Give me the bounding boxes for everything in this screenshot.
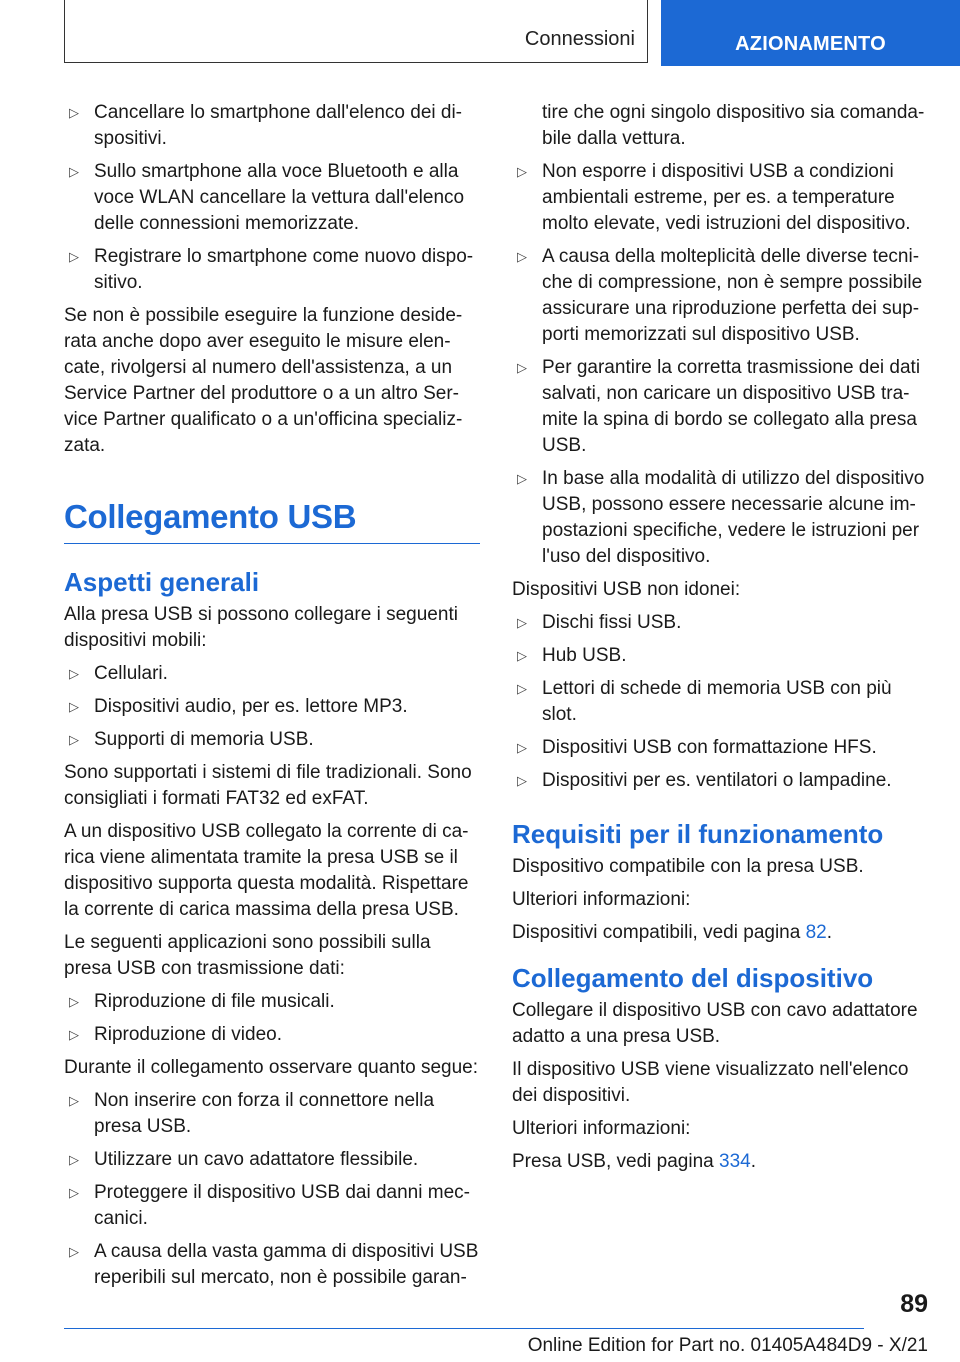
triangle-bullet-icon: ▷ (69, 1185, 79, 1200)
list-item: ▷ Non esporre i dispositivi USB a condizioni ambientali estreme, per es. a temperature molto elevate, vedi istruzioni del dispositivo. (517, 161, 911, 234)
paragraph: Il dispositivo USB viene visualizzato nell'elenco dei dispositivi. (512, 1059, 909, 1106)
triangle-bullet-icon: ▷ (69, 164, 79, 179)
list-item: ▷ Registrare lo smartphone come nuovo dispo-sitivo. (69, 246, 474, 293)
list-item: ▷ Utilizzare un cavo adattatore flessibile. (64, 1147, 480, 1173)
paragraph: Dispositivo compatibile con la presa USB. (512, 856, 864, 877)
list-item-continuation: tire che ogni singolo dispositivo sia comanda-bile dalla vettura. (542, 102, 925, 149)
bullet-list (512, 100, 928, 570)
bullet-list (64, 1088, 480, 1291)
list-item: ▷ Sullo smartphone alla voce Bluetooth e alla voce WLAN cancellare la vettura dall'elenco delle connessioni memorizzate. (69, 161, 465, 234)
triangle-bullet-icon: ▷ (517, 740, 527, 755)
list-item: ▷ Dispositivi audio, per es. lettore MP3. (64, 694, 480, 720)
list-item: ▷ Dischi fissi USB. (512, 610, 928, 636)
list-item: ▷ A causa della molteplicità delle diverse tecni-che di compressione, non è sempre possibile assicurare una riproduzione perfetta dei sup-porti memorizzati sul dispositivo USB. (517, 246, 923, 345)
triangle-bullet-icon: ▷ (69, 1093, 79, 1108)
bullet-list (64, 989, 480, 1048)
paragraph: Le seguenti applicazioni sono possibili sulla presa USB con trasmissione dati: (64, 932, 431, 979)
triangle-bullet-icon: ▷ (517, 773, 527, 788)
subsection-heading: Collegamento del dispositivo (512, 963, 874, 993)
paragraph: Se non è possibile eseguire la funzione deside-rata anche dopo aver eseguito le misure elen-cate, rivolgersi al numero dell'assistenza, a un Service Partner del produttore o a un altro Ser-vice Partner qualificato o a un'officina specializ-zata. (64, 305, 463, 456)
triangle-bullet-icon: ▷ (69, 666, 79, 681)
triangle-bullet-icon: ▷ (517, 615, 527, 630)
list-item: ▷ Lettori di schede di memoria USB con più slot. (517, 678, 892, 725)
triangle-bullet-icon: ▷ (517, 681, 527, 696)
triangle-bullet-icon: ▷ (69, 1027, 79, 1042)
footer-divider (64, 1328, 864, 1329)
list-item: ▷ Hub USB. (512, 643, 928, 669)
paragraph-with-link: Presa USB, vedi pagina 334. (512, 1151, 756, 1172)
paragraph: Collegare il dispositivo USB con cavo adattatore adatto a una presa USB. (512, 1000, 918, 1047)
page-link[interactable]: 82 (805, 922, 827, 943)
triangle-bullet-icon: ▷ (69, 105, 79, 120)
list-item: ▷ Riproduzione di file musicali. (64, 989, 480, 1015)
bullet-list (64, 661, 480, 753)
subsection-heading: Aspetti generali (64, 567, 260, 597)
list-item: ▷ Non inserire con forza il connettore nella presa USB. (69, 1090, 435, 1137)
right-column (512, 100, 928, 1182)
list-item: ▷ Dispositivi USB con formattazione HFS. (512, 735, 928, 761)
left-column (64, 100, 480, 1298)
header-section-title: Connessioni (524, 28, 635, 50)
triangle-bullet-icon: ▷ (517, 249, 527, 264)
bullet-list (64, 100, 480, 296)
paragraph: Ulteriori informazioni: (512, 1118, 691, 1139)
list-item: ▷ Dispositivi per es. ventilatori o lampadine. (512, 768, 928, 794)
triangle-bullet-icon: ▷ (69, 1244, 79, 1259)
list-item: ▷ In base alla modalità di utilizzo del dispositivo USB, possono essere necessarie alcune im-postazioni specifiche, vedere le istruzioni per l'uso del dispositivo. (517, 468, 925, 567)
header-chapter-tab: AZIONAMENTO (661, 0, 960, 66)
paragraph: Ulteriori informazioni: (512, 889, 691, 910)
triangle-bullet-icon: ▷ (517, 164, 527, 179)
list-item: ▷ Per garantire la corretta trasmissione dei dati salvati, non caricare un dispositivo USB tra-mite la spina di bordo se collegato alla presa USB. (517, 357, 921, 456)
paragraph: Dispositivi USB non idonei: (512, 579, 741, 600)
footer-edition-text: Online Edition for Part no. 01405A484D9 - X/21 (527, 1335, 928, 1356)
section-heading: Collegamento USB (64, 497, 480, 544)
triangle-bullet-icon: ▷ (69, 732, 79, 747)
paragraph: Alla presa USB si possono collegare i seguenti dispositivi mobili: (64, 604, 458, 651)
paragraph: Durante il collegamento osservare quanto segue: (64, 1057, 479, 1078)
list-item: ▷ A causa della vasta gamma di dispositivi USB reperibili sul mercato, non è possibile garan- (69, 1241, 479, 1288)
list-item: ▷ Cellulari. (64, 661, 480, 687)
list-item: ▷ Cancellare lo smartphone dall'elenco dei di-spositivi. (69, 102, 463, 149)
paragraph: Sono supportati i sistemi di file tradizionali. Sono consigliati i formati FAT32 ed exFAT. (64, 762, 472, 809)
page-link[interactable]: 334 (719, 1151, 751, 1172)
triangle-bullet-icon: ▷ (69, 1152, 79, 1167)
list-item: ▷ Supporti di memoria USB. (64, 727, 480, 753)
triangle-bullet-icon: ▷ (517, 648, 527, 663)
paragraph-with-link: Dispositivi compatibili, vedi pagina 82. (512, 922, 833, 943)
triangle-bullet-icon: ▷ (69, 699, 79, 714)
list-item: ▷ Proteggere il dispositivo USB dai danni mec-canici. (69, 1182, 470, 1229)
page-number: 89 (900, 1290, 928, 1318)
list-item: ▷ Riproduzione di video. (64, 1022, 480, 1048)
triangle-bullet-icon: ▷ (517, 360, 527, 375)
triangle-bullet-icon: ▷ (69, 994, 79, 1009)
triangle-bullet-icon: ▷ (517, 471, 527, 486)
triangle-bullet-icon: ▷ (69, 249, 79, 264)
subsection-heading: Requisiti per il funzionamento (512, 819, 884, 849)
bullet-list (512, 610, 928, 794)
paragraph: A un dispositivo USB collegato la corrente di ca-rica viene alimentata tramite la presa USB se il dispositivo supporta questa modalità. Rispettare la corrente di carica massima della presa USB. (64, 821, 469, 920)
